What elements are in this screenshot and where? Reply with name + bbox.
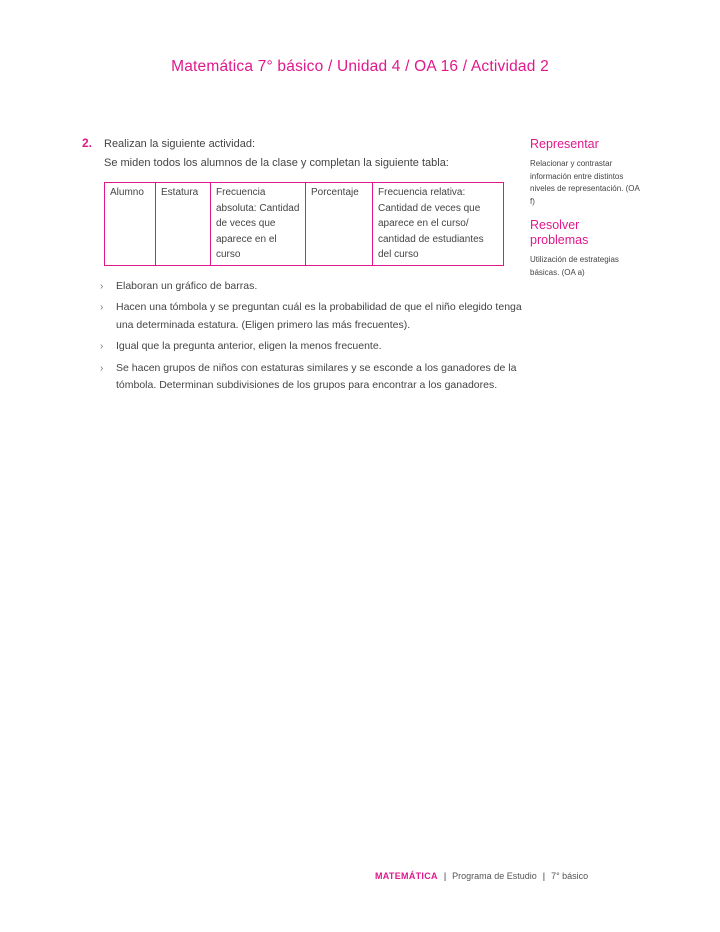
skill-text: Relacionar y contrastar información entre distintos niveles de representación. (OA f): [530, 159, 640, 206]
skill-text: Utilización de estrategias básicas. (OA a): [530, 255, 619, 277]
list-item: [100, 278, 522, 296]
footer-brand: MATEMÁTICA: [375, 871, 438, 881]
skills-sidebar: [530, 137, 640, 289]
page-footer: [375, 871, 588, 881]
chevron-right-icon: ›: [100, 302, 104, 313]
skill-title: Representar: [530, 137, 599, 151]
activity-number: 2.: [82, 136, 93, 150]
activity-bullets: [100, 278, 522, 395]
table-header-cell: Porcentaje: [306, 183, 373, 266]
skill-title: Resolver problemas: [530, 218, 589, 247]
list-item-text: Se hacen grupos de niños con estaturas similares y se esconde a los ganadores de la tómbola. Determinan subdivisiones de los grupos para encontrar a los ganadores.: [116, 361, 517, 391]
list-item-text: Elaboran un gráfico de barras.: [116, 279, 258, 292]
table-header-cell: Frecuencia relativa: Cantidad de veces que aparece en el curso/ cantidad de estudiantes del curso: [373, 183, 504, 266]
footer-grade: 7° básico: [551, 871, 589, 881]
list-item-text: Igual que la pregunta anterior, eligen la menos frecuente.: [116, 340, 382, 352]
list-item: [100, 338, 522, 356]
activity-intro: Realizan la siguiente actividad:: [104, 138, 256, 150]
activity-section: [82, 136, 522, 399]
list-item: [100, 360, 522, 395]
chevron-right-icon: ›: [100, 362, 104, 374]
footer-separator: |: [443, 871, 447, 881]
frequency-table: [104, 182, 504, 266]
chevron-right-icon: ›: [100, 341, 104, 352]
page-header-title: Matemática 7° básico / Unidad 4 / OA 16 / Actividad 2: [171, 58, 549, 75]
footer-separator: |: [542, 871, 546, 881]
skill-block-resolver-problemas: [530, 218, 640, 279]
footer-program: Programa de Estudio: [452, 871, 537, 881]
list-item: [100, 299, 522, 334]
activity-item: [82, 136, 522, 150]
chevron-right-icon: ›: [100, 280, 104, 292]
table-header-cell: Alumno: [105, 183, 156, 266]
activity-instruction: Se miden todos los alumnos de la clase y completan la siguiente tabla:: [104, 157, 449, 169]
table-header-cell: Frecuencia absoluta: Cantidad de veces que aparece en el curso: [211, 183, 306, 266]
table-header-row: [105, 183, 504, 266]
list-item-text: Hacen una tómbola y se preguntan cuál es la probabilidad de que el niño elegido tenga una determinada estatura. (Eligen primero las más frecuentes).: [116, 301, 522, 331]
table-header-cell: Estatura: [156, 183, 211, 266]
skill-block-representar: [530, 137, 640, 208]
